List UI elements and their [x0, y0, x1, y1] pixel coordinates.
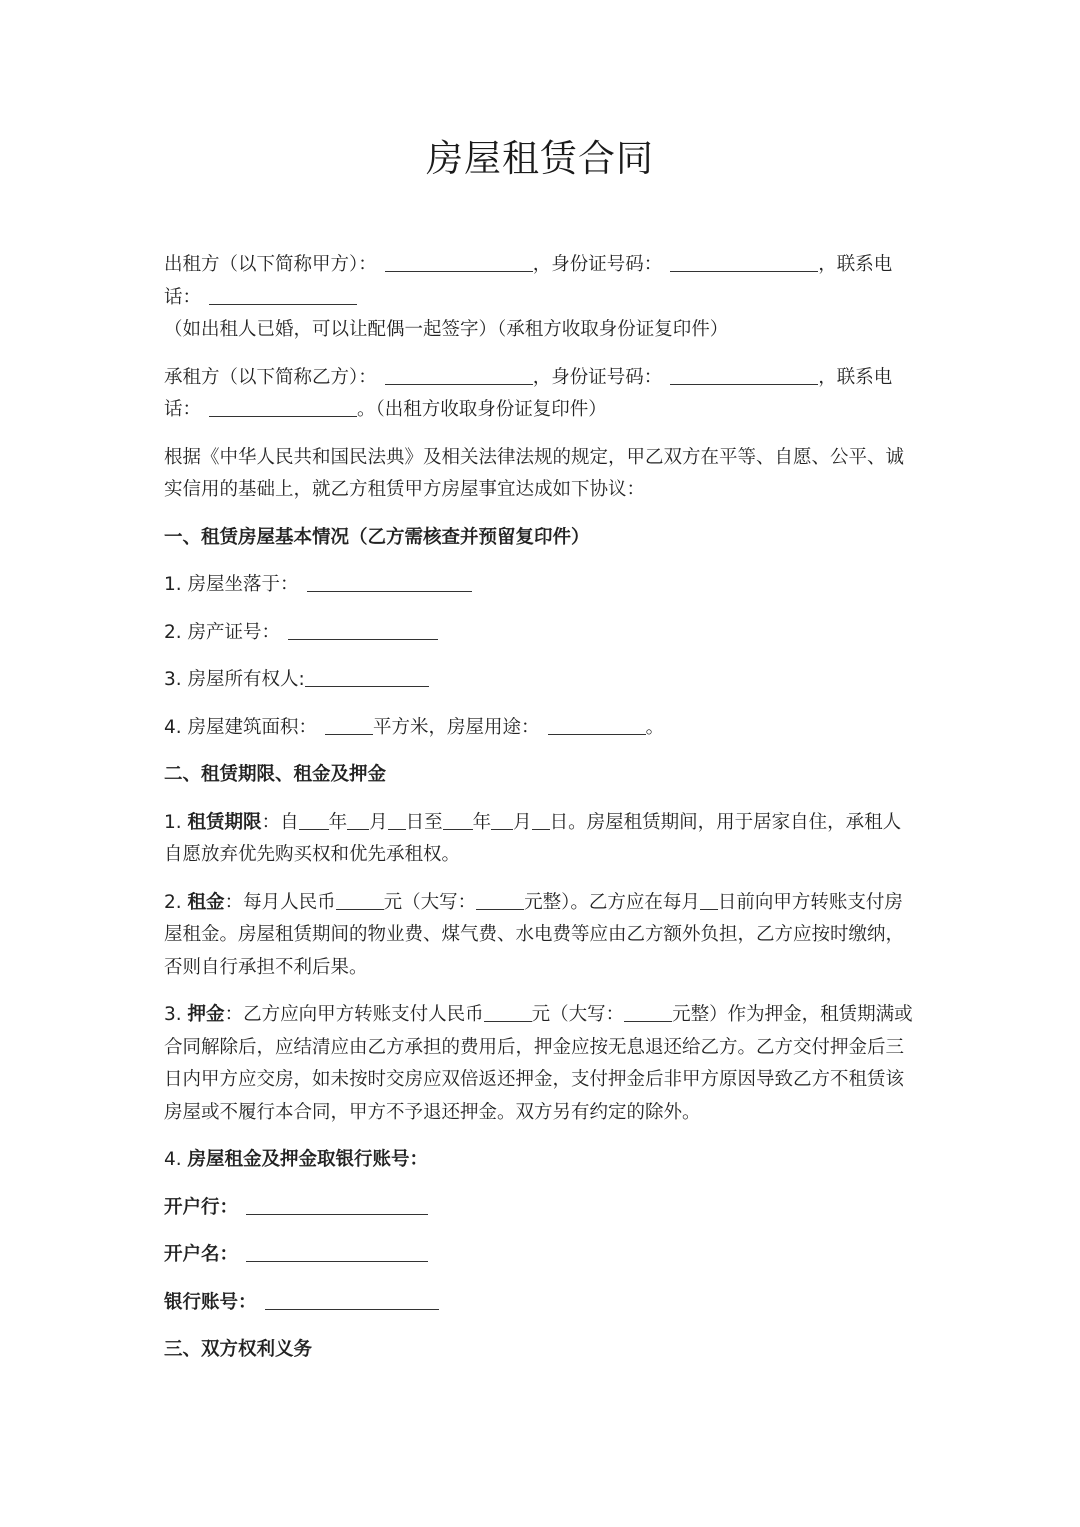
lease-term-label: 租赁期限: [187, 811, 262, 833]
property-location-label: 1. 房屋坐落于：: [164, 574, 299, 595]
deposit-label: 押金: [187, 1004, 225, 1025]
lease-term-num: 1.: [164, 811, 188, 833]
contract-body: [164, 249, 916, 1382]
bank-name-label: 开户行：: [164, 1196, 239, 1218]
deposit-capital-blank[interactable]: [624, 1003, 672, 1023]
property-cert-label: 2. 房产证号：: [164, 621, 281, 643]
start-year-label: 年: [328, 811, 348, 833]
rent-capital-blank[interactable]: [476, 890, 524, 910]
account-number-blank[interactable]: [265, 1290, 439, 1310]
start-day-label: 日至: [405, 811, 443, 833]
rent-amount-blank[interactable]: [336, 890, 384, 910]
property-owner: [164, 664, 916, 697]
bank-num: 4.: [164, 1149, 188, 1170]
bank-account-heading: [164, 1144, 916, 1177]
bank-account-label: 房屋租金及押金取银行账号：: [187, 1149, 429, 1170]
rent-clause: [164, 887, 916, 985]
deposit-clause: [164, 999, 916, 1129]
lease-term-text: 日。房屋租赁期间，用于居家自住，承租人自愿放弃优先购买权和优先承租权。: [164, 811, 902, 865]
lessor-paragraph: [164, 249, 916, 347]
rent-text: 日前向甲方转账支付房屋租金。房屋租赁期间的物业费、煤气费、水电费等应由乙方额外负担，乙方应按时缴纳，否则自行承担不利后果。: [164, 891, 905, 978]
account-name-label: 开户名：: [164, 1244, 239, 1265]
account-number-label: 银行账号：: [164, 1291, 257, 1313]
start-year-blank[interactable]: [299, 810, 329, 830]
property-use-end: 。: [645, 716, 665, 738]
property-location: [164, 569, 916, 602]
rent-capital-label: 元（大写：: [383, 891, 477, 913]
rent-num: 2.: [164, 891, 188, 913]
bank-name-row: [164, 1192, 916, 1225]
deposit-capital-label: 元（大写：: [531, 1004, 625, 1025]
rent-due-day-blank[interactable]: [700, 890, 718, 910]
end-month-label: 月: [513, 811, 532, 833]
lessee-note: 。（出租方收取身份证复印件）: [357, 399, 607, 420]
property-owner-label: 3. 房屋所有权人:: [164, 669, 305, 690]
property-area-use: [164, 712, 916, 745]
lessor-phone-label: ，联系电话：: [164, 254, 893, 308]
property-location-blank[interactable]: [307, 573, 472, 593]
lessor-phone-blank[interactable]: [209, 285, 357, 305]
lessee-label: 承租方（以下简称乙方）：: [164, 366, 377, 388]
lessee-name-blank[interactable]: [385, 365, 533, 385]
intro-paragraph: 根据《中华人民共和国民法典》及相关法律法规的规定，甲乙双方在平等、自愿、公平、诚实信用的基础上，就乙方租赁甲方房屋事宜达成如下协议：: [164, 446, 905, 500]
account-name-row: [164, 1239, 916, 1272]
lessor-note: （如出租人已婚，可以让配偶一起签字）（承租方收取身份证复印件）: [164, 319, 729, 340]
rent-label: 租金: [187, 891, 225, 913]
lease-term: [164, 807, 916, 872]
lessee-paragraph: [164, 362, 916, 427]
property-use-blank[interactable]: [548, 715, 646, 735]
lessee-phone-label: ，联系电话：: [164, 366, 893, 420]
property-owner-blank[interactable]: [305, 668, 429, 688]
property-area-blank[interactable]: [325, 715, 373, 735]
deposit-amount-blank[interactable]: [484, 1003, 532, 1023]
deposit-num: 3.: [164, 1004, 188, 1025]
start-month-label: 月: [369, 811, 388, 833]
property-area-label: 4. 房屋建筑面积：: [164, 716, 318, 738]
lessee-phone-blank[interactable]: [209, 398, 357, 418]
bank-name-blank[interactable]: [246, 1195, 428, 1215]
end-year-blank[interactable]: [443, 810, 473, 830]
rent-monthly-label: ：每月人民币: [224, 891, 336, 913]
rent-due-label: 元整）。乙方应在每月: [524, 891, 700, 913]
section2-heading: 二、租赁期限、租金及押金: [164, 764, 387, 785]
property-use-label: 平方米，房屋用途：: [373, 716, 540, 738]
lessor-name-blank[interactable]: [385, 253, 533, 273]
start-month-blank[interactable]: [347, 810, 369, 830]
section1-heading: 一、租赁房屋基本情况（乙方需核查并预留复印件）: [164, 526, 590, 548]
lessee-id-blank[interactable]: [670, 365, 818, 385]
deposit-text: 元整）作为押金，租赁期满或合同解除后，应结清应由乙方承担的费用后，押金应按无息退还给乙方。乙方交付押金后三日内甲方应交房，如未按时交房应双倍返还押金，支付押金后非甲方原因导致乙方不租赁该房屋或不履行本合同，甲方不予退还押金。双方另有约定的除外。: [164, 1004, 913, 1123]
end-year-label: 年: [472, 811, 492, 833]
deposit-amount-label: ：乙方应向甲方转账支付人民币: [224, 1004, 484, 1025]
section3-heading: 三、双方权利义务: [164, 1339, 313, 1360]
end-day-blank[interactable]: [532, 810, 550, 830]
account-number-row: [164, 1287, 916, 1320]
end-month-blank[interactable]: [491, 810, 513, 830]
document-title: 房屋租赁合同: [426, 137, 654, 180]
account-name-blank[interactable]: [246, 1243, 428, 1263]
property-cert-no: [164, 617, 916, 650]
lessee-id-label: ，身份证号码：: [532, 366, 663, 388]
start-day-blank[interactable]: [388, 810, 406, 830]
property-cert-blank[interactable]: [288, 620, 438, 640]
lessor-label: 出租方（以下简称甲方）：: [164, 254, 377, 275]
lessor-id-blank[interactable]: [670, 253, 818, 273]
lessor-id-label: ，身份证号码：: [532, 254, 663, 275]
lease-term-from: ：自: [261, 811, 299, 833]
